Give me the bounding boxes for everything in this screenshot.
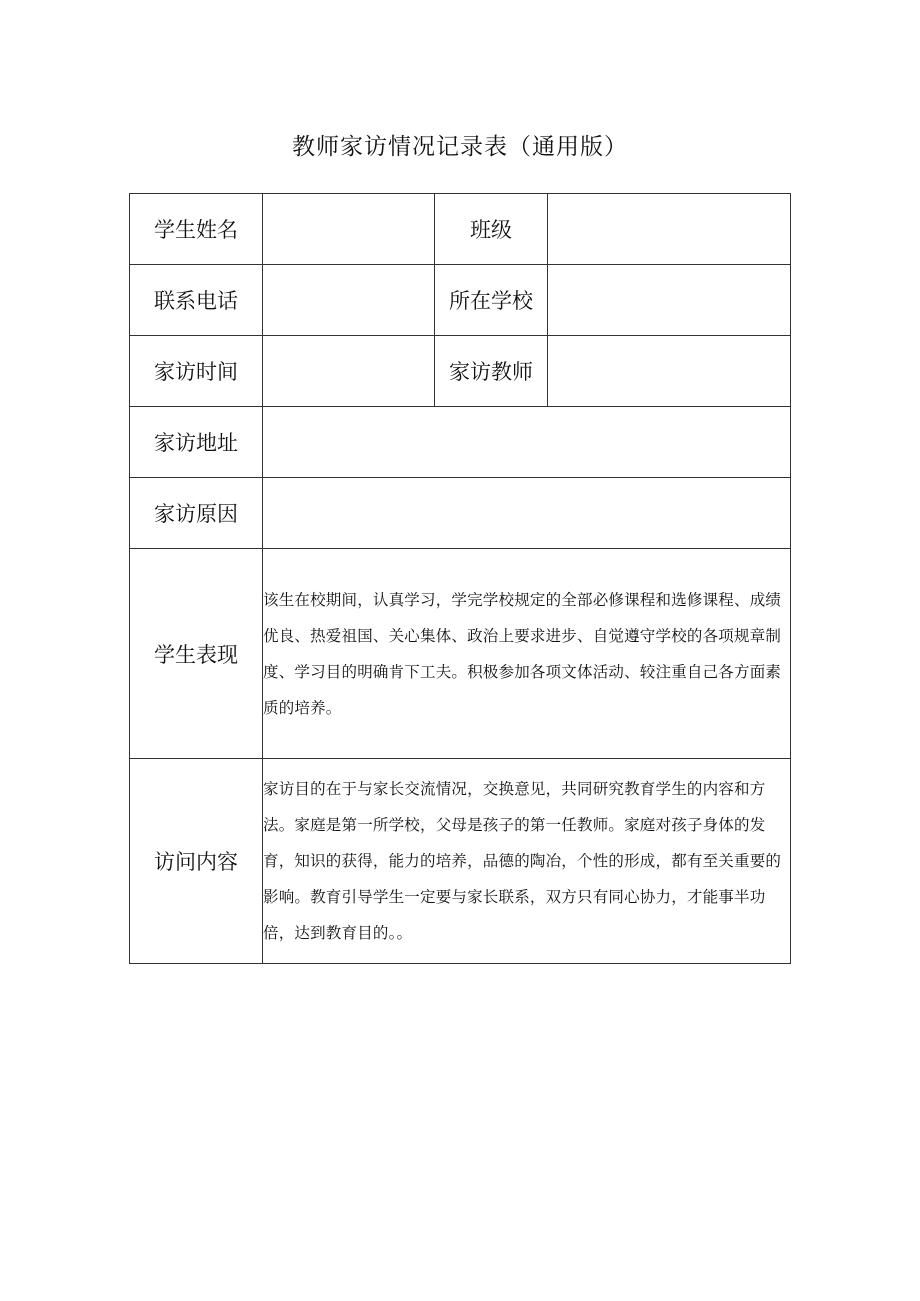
visit-reason-label: 家访原因	[130, 478, 263, 549]
visit-teacher-label: 家访教师	[435, 336, 548, 407]
student-name-label: 学生姓名	[130, 194, 263, 265]
row-visit-address	[130, 407, 791, 478]
visit-address-label: 家访地址	[130, 407, 263, 478]
performance-label: 学生表现	[130, 549, 263, 759]
document-title: 教师家访情况记录表（通用版）	[292, 134, 628, 160]
school-field[interactable]	[548, 265, 791, 336]
visit-content-label: 访问内容	[130, 759, 263, 964]
row-visit-time	[130, 336, 791, 407]
school-label: 所在学校	[435, 265, 548, 336]
phone-label: 联系电话	[130, 265, 263, 336]
visit-time-label: 家访时间	[130, 336, 263, 407]
class-label: 班级	[435, 194, 548, 265]
class-field[interactable]	[548, 194, 791, 265]
visit-reason-field[interactable]	[263, 478, 791, 549]
visit-content-text: 家访目的在于与家长交流情况，交换意见，共同研究教育学生的内容和方法。家庭是第一所学校，父母是孩子的第一任教师。家庭对孩子身体的发育，知识的获得，能力的培养，品德的陶冶，个性的形成，都有至关重要的影响。教育引导学生一定要与家长联系，双方只有同心协力，才能事半功倍，达到教育目的。。	[263, 759, 791, 964]
visit-address-field[interactable]	[263, 407, 791, 478]
phone-field[interactable]	[263, 265, 435, 336]
home-visit-form	[129, 193, 791, 964]
visit-time-field[interactable]	[263, 336, 435, 407]
performance-text: 该生在校期间，认真学习，学完学校规定的全部必修课程和选修课程、成绩优良、热爱祖国、关心集体、政治上要求进步、自觉遵守学校的各项规章制度、学习目的明确肯下工夫。积极参加各项文体活动、较注重自己各方面素质的培养。	[263, 549, 791, 759]
row-visit-content	[130, 759, 791, 964]
row-visit-reason	[130, 478, 791, 549]
visit-teacher-field[interactable]	[548, 336, 791, 407]
row-student-name	[130, 194, 791, 265]
student-name-field[interactable]	[263, 194, 435, 265]
row-student-performance	[130, 549, 791, 759]
row-phone	[130, 265, 791, 336]
